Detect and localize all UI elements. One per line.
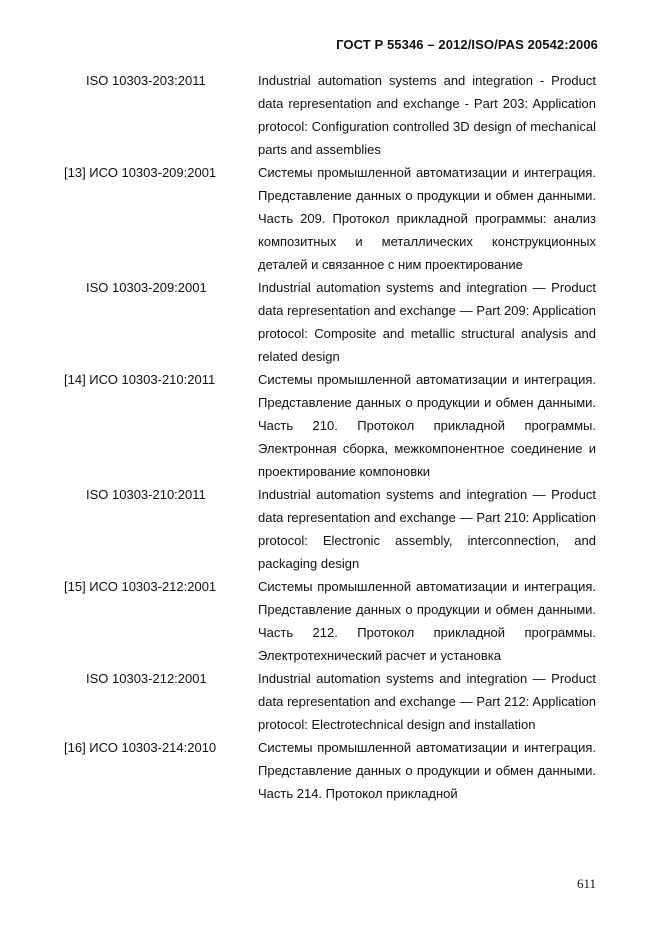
- reference-label: ISO 10303-210:2011: [86, 487, 206, 502]
- reference-text: Системы промышленной автоматизации и интеграция. Представление данных о продукции и обмен данными. Часть 210. Протокол прикладной программы. Электронная сборка, межкомпонентное соединение и проектирование компоновки: [258, 372, 596, 479]
- reference-entry: [0, 161, 662, 276]
- reference-label: ISO 10303-212:2001: [86, 671, 207, 686]
- reference-entry: [0, 667, 662, 736]
- reference-entry: [0, 276, 662, 368]
- reference-text: Industrial automation systems and integration - Product data representation and exchange - Part 203: Application protocol: Configuration controlled 3D design of mechanical parts and assemblies: [258, 73, 596, 157]
- page-number: 611: [576, 876, 596, 891]
- reference-text: Industrial automation systems and integration — Product data representation and exchange — Part 210: Application protocol: Electronic assembly, interconnection, and packaging design: [258, 487, 596, 571]
- reference-label: ISO 10303-203:2011: [86, 73, 206, 88]
- reference-entry: [0, 69, 662, 161]
- reference-label: [14] ИСО 10303-210:2011: [64, 372, 216, 387]
- reference-text: Системы промышленной автоматизации и интеграция. Представление данных о продукции и обмен данными. Часть 212. Протокол прикладной программы. Электротехнический расчет и установка: [258, 579, 596, 663]
- reference-list: [0, 69, 662, 805]
- document-header: ГОСТ Р 55346 – 2012/ISO/PAS 20542:2006: [336, 37, 598, 52]
- reference-entry: [0, 575, 662, 667]
- reference-label: [13] ИСО 10303-209:2001: [64, 165, 217, 180]
- reference-text: Системы промышленной автоматизации и интеграция. Представление данных о продукции и обмен данными. Часть 209. Протокол прикладной программы: анализ композитных и металлических конструкционных деталей и связанное с ним проектирование: [258, 165, 596, 272]
- reference-text: Системы промышленной автоматизации и интеграция. Представление данных о продукции и обмен данными. Часть 214. Протокол прикладной: [258, 740, 596, 801]
- reference-entry: [0, 736, 662, 805]
- reference-entry: [0, 483, 662, 575]
- reference-label: [15] ИСО 10303-212:2001: [64, 579, 217, 594]
- reference-label: [16] ИСО 10303-214:2010: [64, 740, 217, 755]
- reference-entry: [0, 368, 662, 483]
- reference-label: ISO 10303-209:2001: [86, 280, 207, 295]
- reference-text: Industrial automation systems and integration — Product data representation and exchange — Part 212: Application protocol: Electrotechnical design and installation: [258, 671, 596, 732]
- reference-text: Industrial automation systems and integration — Product data representation and exchange — Part 209: Application protocol: Composite and metallic structural analysis and related design: [258, 280, 596, 364]
